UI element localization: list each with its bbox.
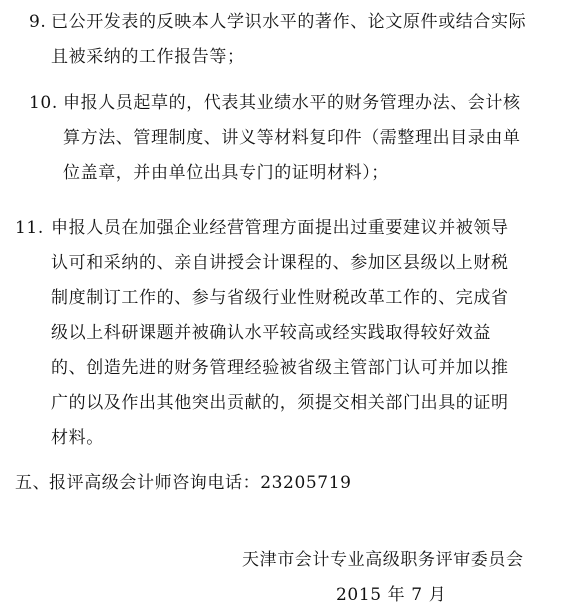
- section-text: 报评高级会计师咨询电话：23205719: [49, 473, 352, 493]
- item-number: 10.: [29, 93, 58, 113]
- item-text-line: 算方法、管理制度、讲义等材料复印件（需整理出目录由单: [63, 128, 521, 148]
- item-text-line: 制度制订工作的、参与省级行业性财税改革工作的、完成省: [51, 288, 509, 308]
- list-item-11: [15, 211, 560, 456]
- item-text-line: 的、创造先进的财务管理经验被省级主管部门认可并加以推: [51, 358, 509, 378]
- list-item-9: [29, 5, 559, 75]
- signature-date: 2015 年 7 月: [336, 585, 447, 605]
- item-text-line: 已公开发表的反映本人学识水平的著作、论文原件或结合实际: [51, 12, 527, 32]
- item-text-line: 申报人员起草的，代表其业绩水平的财务管理办法、会计核: [63, 93, 521, 113]
- list-item-10: [29, 86, 559, 191]
- section-5-consult-phone: [15, 466, 555, 501]
- signature-organization: 天津市会计专业高级职务评审委员会: [242, 550, 524, 570]
- section-number: 五、: [15, 473, 51, 493]
- item-text-line: 申报人员在加强企业经营管理方面提出过重要建议并被领导: [51, 218, 509, 238]
- item-number: 11.: [15, 218, 44, 238]
- item-number: 9.: [29, 12, 47, 32]
- item-text-line: 广的以及作出其他突出贡献的，须提交相关部门出具的证明: [51, 393, 509, 413]
- item-text-line: 级以上科研课题并被确认水平较高或经实践取得较好效益: [51, 323, 491, 343]
- item-text-line: 位盖章，并由单位出具专门的证明材料）；: [63, 163, 389, 183]
- item-text-line: 认可和采纳的、亲自讲授会计课程的、参加区县级以上财税: [51, 253, 509, 273]
- item-text-line: 材料。: [51, 428, 104, 448]
- item-text-line: 且被采纳的工作报告等；: [51, 47, 245, 67]
